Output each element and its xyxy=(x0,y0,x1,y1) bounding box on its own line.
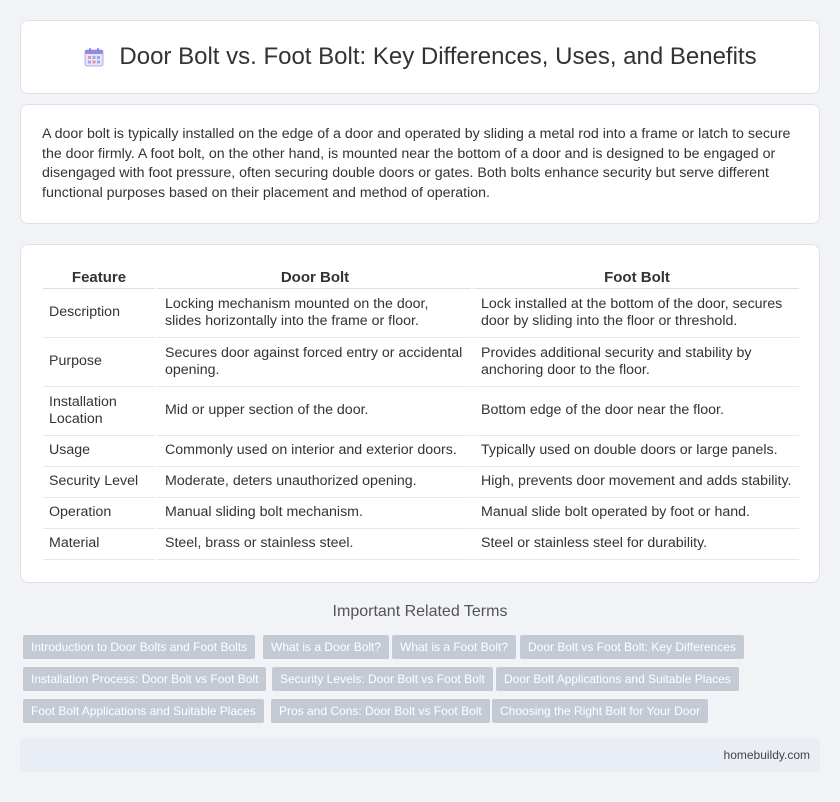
table-row xyxy=(43,289,799,338)
intro-text: A door bolt is typically installed on the edge of a door and operated by sliding a metal rod into a frame or latch to secure the door firmly. A foot bolt, on the other hand, is mounted near the bottom of a door and is designed to be engaged or disengaged with foot pressure, often securing double doors or gates. Both bolts enhance security but serve different functional purposes based on their placement and method of operation. xyxy=(42,126,791,201)
header-feature: Feature xyxy=(43,265,155,289)
related-term-tag[interactable]: Choosing the Right Bolt for Your Door xyxy=(492,699,708,723)
table-row xyxy=(43,467,799,498)
comparison-table xyxy=(43,265,799,560)
door-bolt-cell: Secures door against forced entry or accidental opening. xyxy=(155,338,471,387)
intro-card xyxy=(20,104,820,224)
feature-cell: Security Level xyxy=(43,467,155,498)
feature-cell: Material xyxy=(43,529,155,560)
door-bolt-cell: Manual sliding bolt mechanism. xyxy=(155,498,471,529)
related-terms-title: Important Related Terms xyxy=(332,603,508,620)
footer-site-link[interactable]: homebuildy.com xyxy=(723,748,810,762)
related-term-tag[interactable]: What is a Door Bolt? xyxy=(263,635,389,659)
foot-bolt-cell: Manual slide bolt operated by foot or hand. xyxy=(471,498,799,529)
page-title: Door Bolt vs. Foot Bolt: Key Differences, Uses, and Benefits xyxy=(119,43,757,70)
door-bolt-cell: Moderate, deters unauthorized opening. xyxy=(155,467,471,498)
foot-bolt-cell: High, prevents door movement and adds stability. xyxy=(471,467,799,498)
footer xyxy=(20,738,820,772)
foot-bolt-cell: Lock installed at the bottom of the door, secures door by sliding into the floor or threshold. xyxy=(471,289,799,338)
comparison-card xyxy=(20,244,820,583)
feature-cell: Description xyxy=(43,289,155,338)
related-term-tag[interactable]: Foot Bolt Applications and Suitable Places xyxy=(23,699,264,723)
foot-bolt-cell: Bottom edge of the door near the floor. xyxy=(471,387,799,436)
door-bolt-cell: Steel, brass or stainless steel. xyxy=(155,529,471,560)
related-term-tag[interactable]: Pros and Cons: Door Bolt vs Foot Bolt xyxy=(271,699,490,723)
door-bolt-cell: Mid or upper section of the door. xyxy=(155,387,471,436)
table-row xyxy=(43,498,799,529)
door-bolt-cell: Locking mechanism mounted on the door, slides horizontally into the frame or floor. xyxy=(155,289,471,338)
table-row xyxy=(43,529,799,560)
related-term-tag[interactable]: What is a Foot Bolt? xyxy=(392,635,516,659)
related-term-tag[interactable]: Security Levels: Door Bolt vs Foot Bolt xyxy=(272,667,493,691)
foot-bolt-cell: Provides additional security and stability by anchoring door to the floor. xyxy=(471,338,799,387)
foot-bolt-cell: Typically used on double doors or large panels. xyxy=(471,436,799,467)
calendar-icon xyxy=(83,46,105,68)
table-row xyxy=(43,387,799,436)
feature-cell: Operation xyxy=(43,498,155,529)
related-term-tag[interactable]: Installation Process: Door Bolt vs Foot Bolt xyxy=(23,667,266,691)
table-row xyxy=(43,338,799,387)
related-term-tag[interactable]: Introduction to Door Bolts and Foot Bolts xyxy=(23,635,255,659)
foot-bolt-cell: Steel or stainless steel for durability. xyxy=(471,529,799,560)
table-header-row xyxy=(43,265,799,289)
title-card xyxy=(20,20,820,94)
related-term-tag[interactable]: Door Bolt Applications and Suitable Places xyxy=(496,667,739,691)
header-door-bolt: Door Bolt xyxy=(155,265,471,289)
feature-cell: Usage xyxy=(43,436,155,467)
header-foot-bolt: Foot Bolt xyxy=(471,265,799,289)
table-row xyxy=(43,436,799,467)
related-term-tag[interactable]: Door Bolt vs Foot Bolt: Key Differences xyxy=(520,635,744,659)
feature-cell: Installation Location xyxy=(43,387,155,436)
feature-cell: Purpose xyxy=(43,338,155,387)
door-bolt-cell: Commonly used on interior and exterior doors. xyxy=(155,436,471,467)
